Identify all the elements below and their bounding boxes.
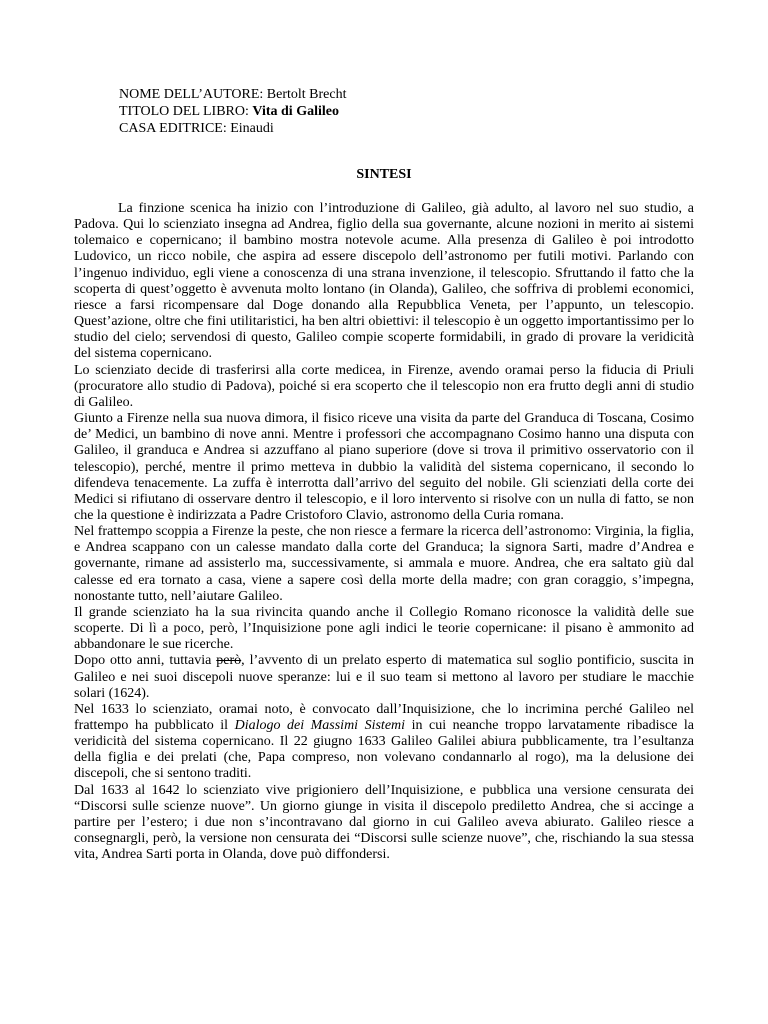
paragraph-2: Lo scienziato decide di trasferirsi alla corte medicea, in Firenze, avendo oramai perso la fiducia di Priuli (procuratore allo studio di Padova), poiché si era scoperto che il telescopio non era frutto degli anni di studio di Galileo.: [74, 362, 694, 410]
publisher-label: CASA EDITRICE:: [119, 121, 227, 136]
paragraph-8: Dal 1633 al 1642 lo scienziato vive prigioniero dell’Inquisizione, e pubblica una versione censurata dei “Discorsi sulle scienze nuove”. Un giorno giunge in visita il discepolo prediletto Andrea, che si accinge a partire per l’estero; i due non s’incontravano dal giorno in cui Galileo aveva abiurato. Galileo riesce a consegnargli, però, la versione non censurata dei “Discorsi sulle scienze nuove”, che, rischiando la sua stessa vita, Andrea Sarti porta in Olanda, dove può diffondersi.: [74, 782, 694, 863]
author-label: NOME DELL’AUTORE:: [119, 87, 264, 102]
struck-word: però: [216, 653, 242, 669]
book-reference-italic: Dialogo dei Massimi Sistemi: [234, 718, 406, 733]
author-value: Bertolt Brecht: [266, 87, 347, 102]
publisher-value: Einaudi: [230, 121, 274, 136]
author-line: [119, 86, 346, 103]
paragraph-1: La finzione scenica ha inizio con l’introduzione di Galileo, già adulto, al lavoro nel suo studio, a Padova. Qui lo scienziato insegna ad Andrea, figlio della sua governante, alcune nozioni in merito ai sistemi tolemaico e copernicano; il bambino mostra notevole acume. Alla presenza di Galileo è poi introdotto Ludovico, un ricco nobile, che aspira ad essere discepolo dell’astronomo per futili motivi. Parlando con l’ingenuo individuo, egli viene a conoscenza di una strana invenzione, il telescopio. Sfruttando il fatto che la scoperta di quest’oggetto è avvenuta molto lontano (in Olanda), Galileo, che soffriva di problemi economici, riesce a farsi ricompensare dal Doge donando alla Repubblica Veneta, per l’appunto, un telescopio. Quest’azione, oltre che fini utilitaristici, ha ben altri obiettivi: il telescopio è un oggetto importantissimo per lo studio del cielo; servendosi di questo, Galileo compie scoperte formidabili, in grado di provare la veridicità del sistema copernicano.: [74, 201, 694, 362]
book-info-header: [119, 86, 346, 137]
book-title-line: [119, 103, 346, 120]
summary-body: [74, 201, 694, 863]
paragraph-4: Nel frattempo scoppia a Firenze la peste, che non riesce a fermare la ricerca dell’astronomo: Virginia, la figlia, e Andrea scappano con un calesse mandato dalla corte del Granduca; la signora Sarti, madre d’Andrea e governante, rimane ad assisterlo ma, successivamente, si ammala e muore. Andrea, che era saltato giù dal calesse ed era tornato a casa, viene a sapere così della morte della madre; con gran coraggio, s’impegna, nonostante tutto, nell’aiutare Galileo.: [74, 524, 694, 604]
paragraph-6-end: , l’avvento di un prelato esperto di matematica sul soglio pontificio, suscita in Galileo e nei suoi discepoli nuove speranze: lui e il suo team si mettono al lavoro per studiare le macchie solari (1624).: [74, 653, 694, 701]
publisher-line: [119, 120, 346, 137]
paragraph-7-end: in cui neanche troppo larvatamente ribadisce la veridicità del sistema copernicano. Il 22 giugno 1633 Galileo Galilei abiura pubblicamente, tra l’esultanza della figlia e dei prelati (che, Papa compreso, non volevano condannarlo al rogo), ma la delusione dei discepoli, che si sentono traditi.: [74, 718, 695, 782]
book-title-label: TITOLO DEL LIBRO:: [119, 104, 249, 119]
paragraph-7-start: Nel 1633 lo scienziato, oramai noto, è convocato dall’Inquisizione, che lo incrimina perché Galileo nel frattempo ha pubblicato il: [74, 701, 694, 733]
paragraph-3: Giunto a Firenze nella sua nuova dimora, il fisico riceve una visita da parte del Granduca di Toscana, Cosimo de’ Medici, un bambino di nove anni. Mentre i professori che accompagnano Cosimo hanno una disputa con Galileo, il granduca e Andrea si azzuffano al piano superiore (dove si trova il primitivo osservatorio con il telescopio), perché, mentre il primo metteva in dubbio la validità del sistema copernicano, il secondo lo difendeva tenacemente. La zuffa è interrotta dall’arrivo del seguito del nobile. Gli scienziati della corte dei Medici si rifiutano di osservare dentro il telescopio, e il loro intervento si risolve con un nulla di fatto, se non che la questione è indirizzata a Padre Cristoforo Clavio, astronomo della Curia romana.: [74, 411, 694, 523]
paragraph-6: [74, 653, 694, 701]
book-title-value: Vita di Galileo: [252, 104, 339, 119]
section-title: SINTESI: [356, 167, 412, 182]
paragraph-5: Il grande scienziato ha la sua rivincita quando anche il Collegio Romano riconosce la validità delle sue scoperte. Di lì a poco, però, l’Inquisizione pone agli indici le teorie copernicane: il pisano è ammonito ad abbandonare le sue ricerche.: [74, 604, 694, 653]
paragraph-6-start: Dopo otto anni, tuttavia: [74, 653, 217, 669]
paragraph-7: [74, 702, 694, 783]
